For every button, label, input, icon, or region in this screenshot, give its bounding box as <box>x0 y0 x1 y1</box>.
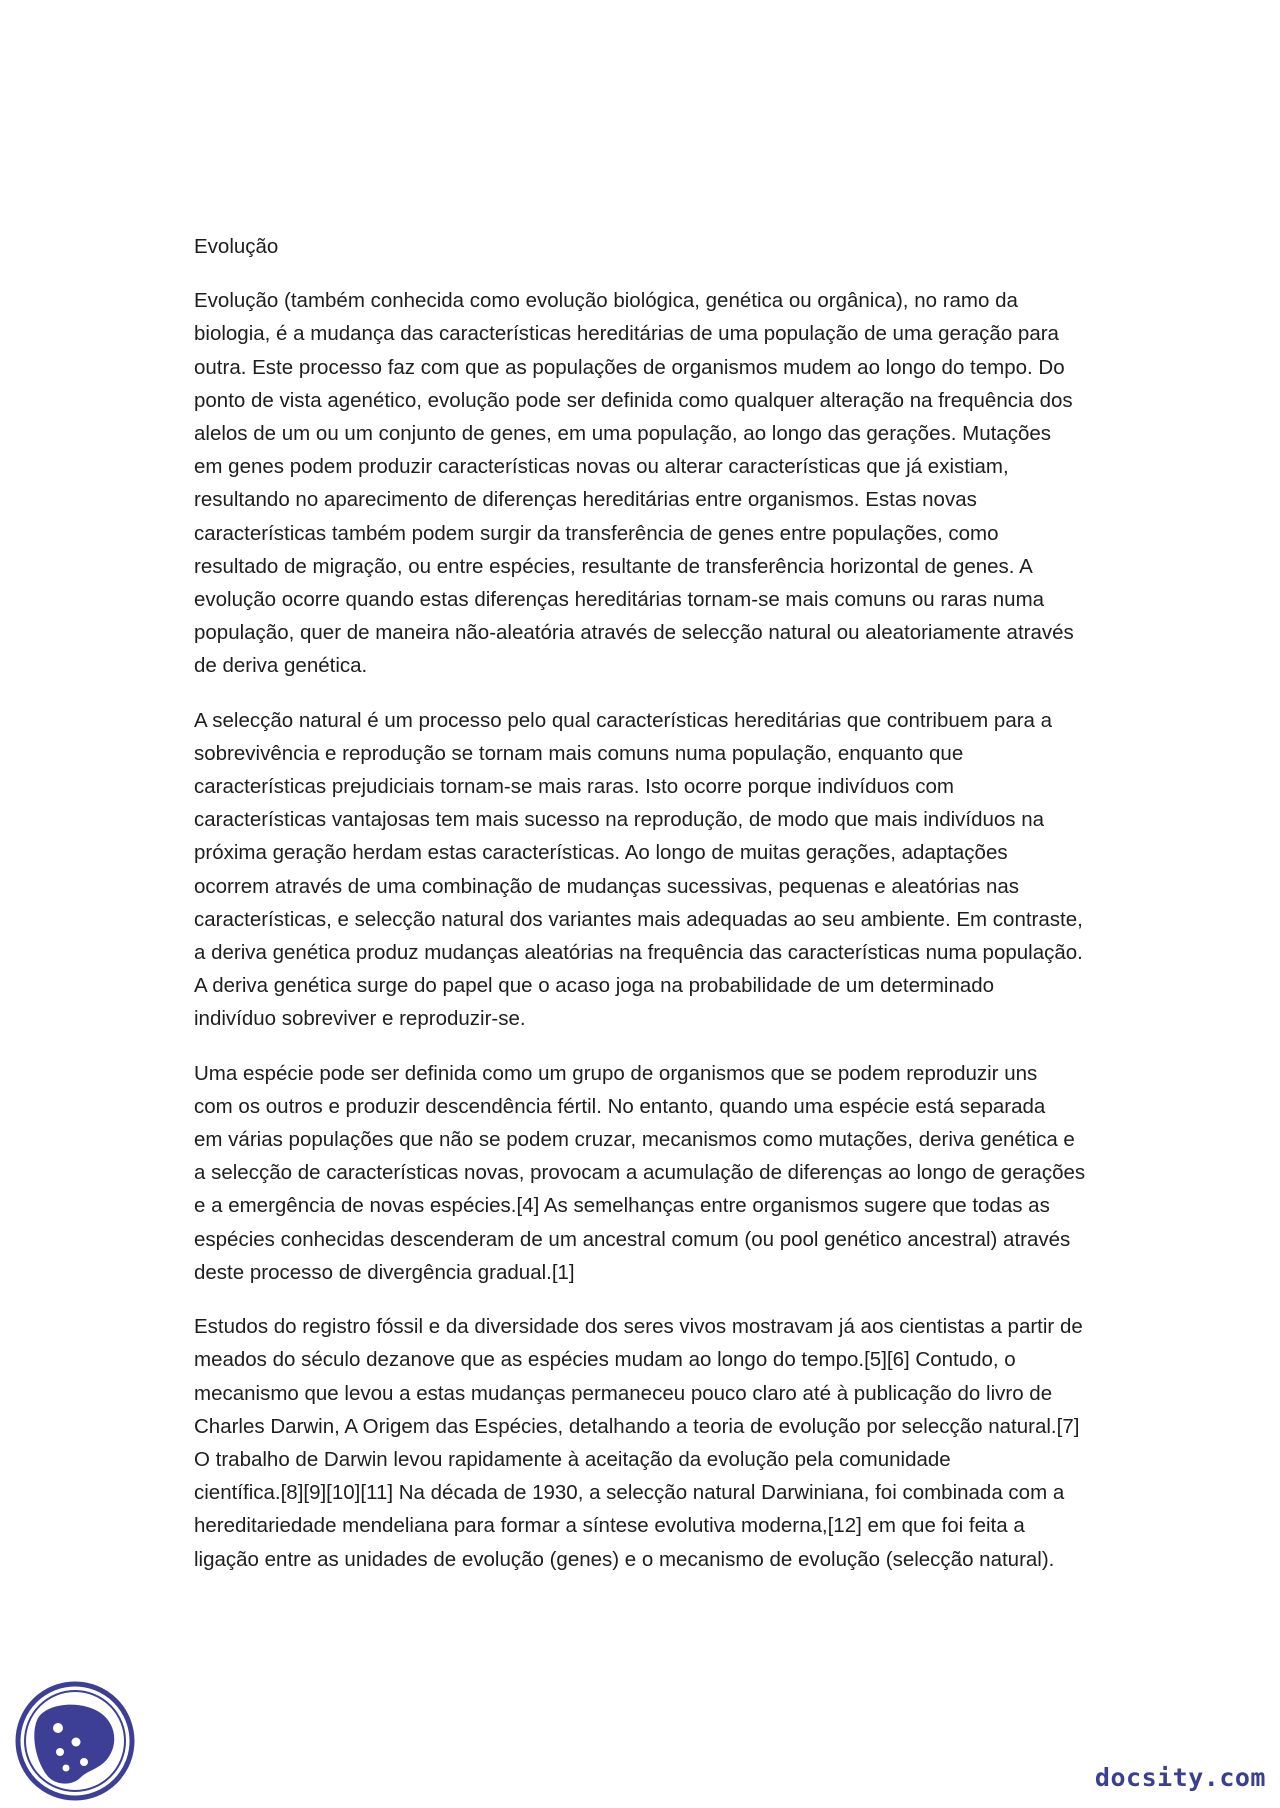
paragraph-line: indivíduo sobreviver e reproduzir-se. <box>194 1007 526 1031</box>
docsity-brand-text[interactable]: docsity.com <box>1094 1763 1266 1792</box>
paragraph-line: científica.[8][9][10][11] Na década de 1930, a selecção natural Darwiniana, foi combinada com a <box>194 1481 1065 1505</box>
paragraph-line: próxima geração herdam estas características. Ao longo de muitas gerações, adaptações <box>194 841 1008 865</box>
paragraph-3 <box>194 1057 1134 1289</box>
paragraph-line: A selecção natural é um processo pelo qual características hereditárias que contribuem para a <box>194 708 1053 732</box>
paragraph-line: meados do século dezanove que as espécies mudam ao longo do tempo.[5][6] Contudo, o <box>194 1348 1016 1372</box>
paragraph-line: hereditariedade mendeliana para formar a síntese evolutiva moderna,[12] em que foi feita a <box>194 1514 1025 1538</box>
docsity-logo-icon[interactable] <box>14 1680 136 1802</box>
paragraph-line: com os outros e produzir descendência fértil. No entanto, quando uma espécie está separada <box>194 1094 1046 1118</box>
paragraph-line: a selecção de características novas, provocam a acumulação de diferenças ao longo de gerações <box>194 1161 1086 1185</box>
paragraph-line: biologia, é a mudança das características hereditárias de uma população de uma geração para <box>194 322 1059 346</box>
paragraph-line: ocorrem através de uma combinação de mudanças sucessivas, pequenas e aleatórias nas <box>194 874 1020 898</box>
paragraph-line: características também podem surgir da transferência de genes entre populações, como <box>194 521 999 545</box>
paragraph-line: e a emergência de novas espécies.[4] As semelhanças entre organismos sugere que todas as <box>194 1194 1050 1218</box>
paragraph-line: a deriva genética produz mudanças aleatórias na frequência das características numa população. <box>194 941 1083 965</box>
paragraph-line: sobrevivência e reprodução se tornam mais comuns numa população, enquanto que <box>194 741 964 765</box>
paragraph-line: de deriva genética. <box>194 654 368 678</box>
paragraph-line: alelos de um ou um conjunto de genes, em uma população, ao longo das gerações. Mutações <box>194 422 1051 446</box>
paragraph-2 <box>194 704 1134 1036</box>
paragraph-line: evolução ocorre quando estas diferenças hereditárias tornam-se mais comuns ou raras numa <box>194 588 1045 612</box>
paragraph-line: Estudos do registro fóssil e da diversidade dos seres vivos mostravam já aos cientistas a partir de <box>194 1315 1083 1339</box>
paragraph-line: características, e selecção natural dos variantes mais adequadas ao seu ambiente. Em contraste, <box>194 907 1083 931</box>
paragraph-line: outra. Este processo faz com que as populações de organismos mudem ao longo do tempo. Do <box>194 355 1065 379</box>
paragraph-line: mecanismo que levou a estas mudanças permaneceu pouco claro até à publicação do livro de <box>194 1381 1053 1405</box>
paragraph-line: deste processo de divergência gradual.[1] <box>194 1260 575 1284</box>
paragraph-line: resultando no aparecimento de diferenças hereditárias entre organismos. Estas novas <box>194 488 977 512</box>
document-title: Evolução <box>194 235 279 258</box>
paragraph-line: ligação entre as unidades de evolução (genes) e o mecanismo de evolução (selecção natural). <box>194 1547 1055 1571</box>
paragraph-line: ponto de vista agenético, evolução pode ser definida como qualquer alteração na frequência dos <box>194 388 1073 412</box>
paragraph-line: O trabalho de Darwin levou rapidamente à aceitação da evolução pela comunidade <box>194 1447 951 1471</box>
paragraph-1 <box>194 284 1134 682</box>
paragraph-line: espécies conhecidas descenderam de um ancestral comum (ou pool genético ancestral) através <box>194 1227 1071 1251</box>
paragraph-line: em várias populações que não se podem cruzar, mecanismos como mutações, deriva genética e <box>194 1128 1075 1152</box>
paragraph-line: população, quer de maneira não-aleatória através de selecção natural ou aleatoriamente através <box>194 621 1074 645</box>
paragraph-line: resultado de migração, ou entre espécies, resultante de transferência horizontal de genes. A <box>194 554 1033 578</box>
paragraph-line: A deriva genética surge do papel que o acaso joga na probabilidade de um determinado <box>194 974 995 998</box>
document-body <box>194 230 1134 1597</box>
paragraph-4 <box>194 1310 1134 1576</box>
paragraph-line: Uma espécie pode ser definida como um grupo de organismos que se podem reproduzir uns <box>194 1061 1038 1085</box>
paragraph-line: em genes podem produzir características novas ou alterar características que já existiam, <box>194 455 1009 479</box>
paragraph-line: características prejudiciais tornam-se mais raras. Isto ocorre porque indivíduos com <box>194 775 954 799</box>
paragraph-line: Evolução (também conhecida como evolução biológica, genética ou orgânica), no ramo da <box>194 289 1018 313</box>
paragraph-line: características vantajosas tem mais sucesso na reprodução, de modo que mais indivíduos na <box>194 808 1045 832</box>
paragraph-line: Charles Darwin, A Origem das Espécies, detalhando a teoria de evolução por selecção natural.[7] <box>194 1414 1080 1438</box>
